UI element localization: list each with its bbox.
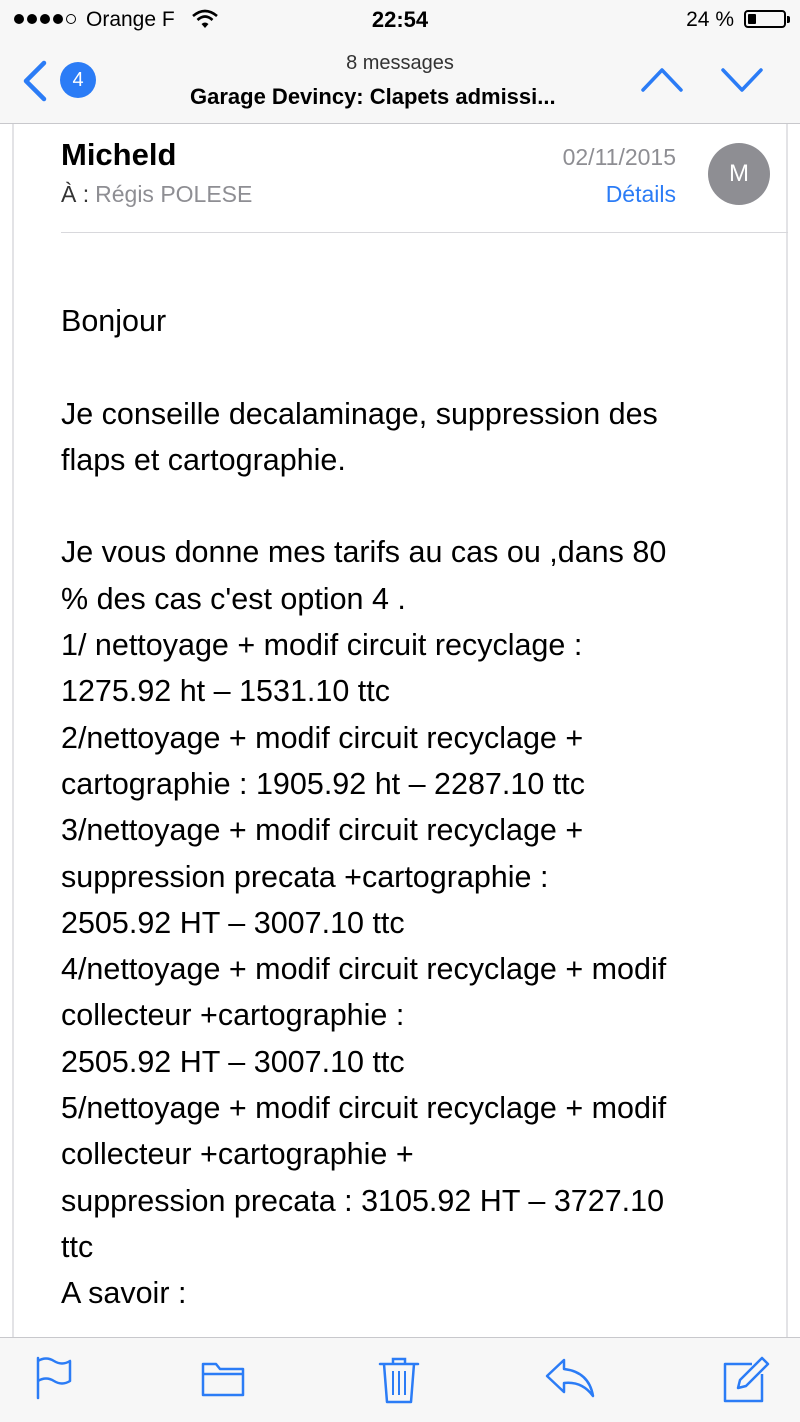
flag-icon[interactable] bbox=[34, 1356, 74, 1405]
body-line: suppression precata : 3105.92 HT – 3727.10 bbox=[61, 1183, 665, 1218]
next-message-chevron-down-icon[interactable] bbox=[720, 64, 764, 99]
body-line: ttc bbox=[61, 1229, 94, 1264]
body-line: 1/ nettoyage + modif circuit recyclage : bbox=[61, 628, 583, 663]
status-bar bbox=[0, 0, 800, 40]
body-line: 5/nettoyage + modif circuit recyclage + modif bbox=[61, 1091, 667, 1126]
details-link[interactable]: Détails bbox=[605, 181, 676, 207]
body-line: 1275.92 ht – 1531.10 ttc bbox=[61, 674, 390, 709]
recipient-row bbox=[61, 181, 252, 208]
header-divider bbox=[61, 232, 788, 233]
body-line: flaps et cartographie. bbox=[61, 442, 346, 477]
battery-percentage: 24 % bbox=[686, 8, 734, 31]
sender-avatar[interactable]: M bbox=[708, 143, 770, 205]
recipient-name[interactable]: Régis POLESE bbox=[95, 181, 253, 207]
unread-count-badge[interactable]: 4 bbox=[60, 62, 96, 98]
content-edge-left bbox=[12, 124, 14, 1338]
folder-icon[interactable] bbox=[200, 1356, 246, 1405]
message-date: 02/11/2015 bbox=[562, 144, 676, 170]
thread-subject: Garage Devincy: Clapets admissi... bbox=[190, 84, 556, 109]
navigation-bar bbox=[0, 40, 800, 124]
body-line: 2505.92 HT – 3007.10 ttc bbox=[61, 1044, 405, 1079]
clock: 22:54 bbox=[371, 7, 429, 32]
previous-message-chevron-up-icon[interactable] bbox=[640, 64, 684, 99]
body-line: % des cas c'est option 4 . bbox=[61, 581, 406, 616]
body-line: collecteur +cartographie + bbox=[61, 1137, 414, 1172]
body-line: Je conseille decalaminage, suppression des bbox=[61, 396, 658, 431]
trash-icon[interactable] bbox=[378, 1356, 420, 1409]
content-edge-right bbox=[786, 124, 788, 1338]
sender-name[interactable]: Micheld bbox=[61, 137, 177, 172]
body-line: 2505.92 HT – 3007.10 ttc bbox=[61, 905, 405, 940]
body-line: suppression precata +cartographie : bbox=[61, 859, 549, 894]
body-line: A savoir : bbox=[61, 1276, 187, 1311]
compose-icon[interactable] bbox=[722, 1356, 770, 1409]
battery-icon bbox=[744, 10, 786, 28]
body-line: 3/nettoyage + modif circuit recyclage + bbox=[61, 813, 584, 848]
bottom-toolbar bbox=[0, 1337, 800, 1422]
body-line: collecteur +cartographie : bbox=[61, 998, 405, 1033]
body-line: 2/nettoyage + modif circuit recyclage + bbox=[61, 720, 584, 755]
body-line: 4/nettoyage + modif circuit recyclage + modif bbox=[61, 952, 667, 987]
body-line: Je vous donne mes tarifs au cas ou ,dans 80 bbox=[61, 535, 667, 570]
carrier-name: Orange F bbox=[86, 8, 175, 31]
reply-icon[interactable] bbox=[544, 1356, 596, 1405]
to-label: À : bbox=[61, 181, 90, 207]
body-line: Bonjour bbox=[61, 304, 167, 338]
message-body bbox=[61, 298, 751, 1317]
message-count: 8 messages bbox=[346, 52, 454, 74]
body-line: cartographie : 1905.92 ht – 2287.10 ttc bbox=[61, 766, 585, 801]
